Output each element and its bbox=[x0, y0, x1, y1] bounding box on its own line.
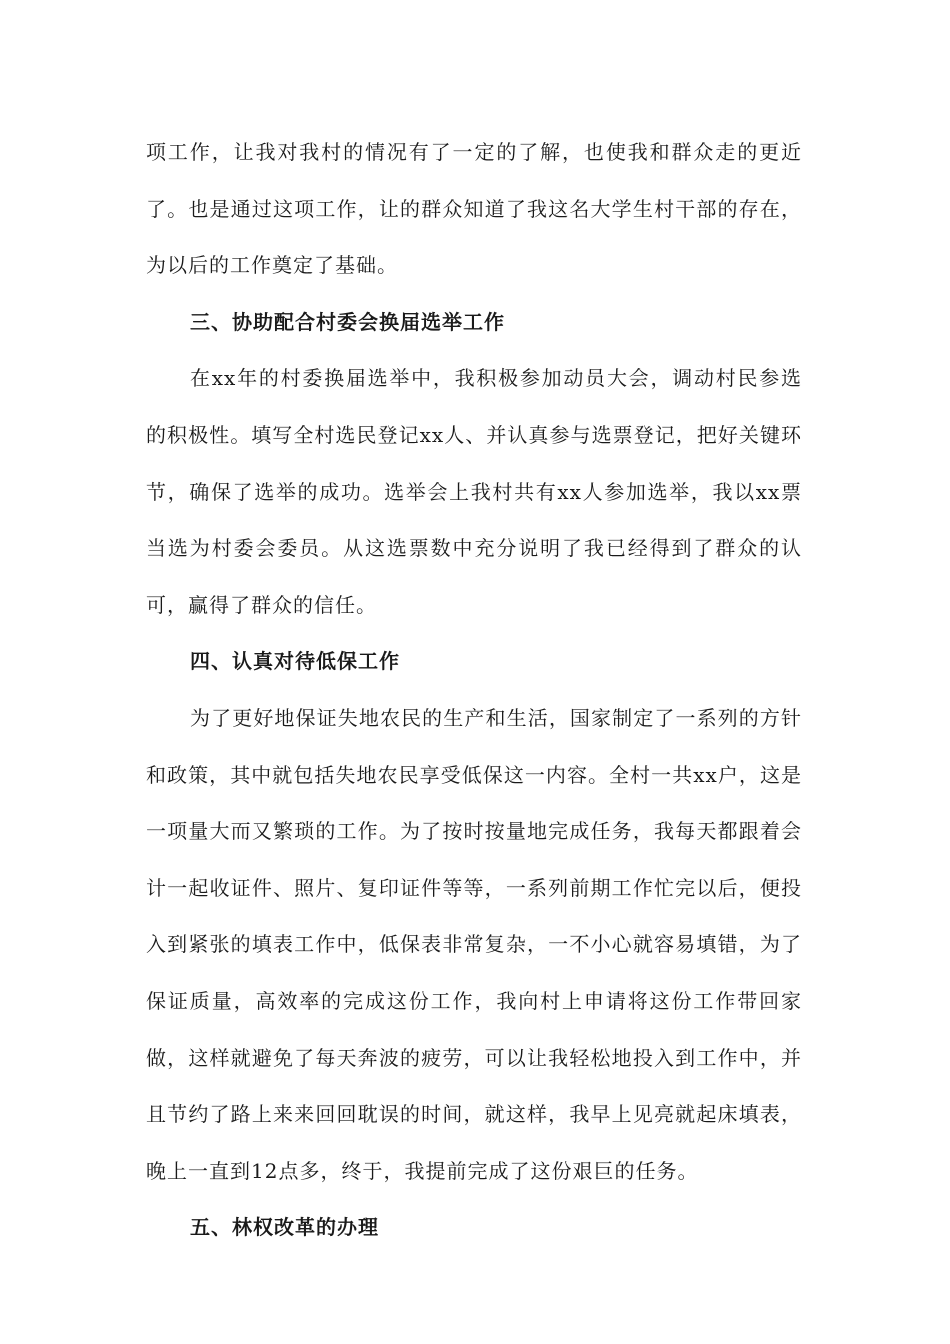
section-heading-4: 四、认真对待低保工作 bbox=[190, 649, 400, 674]
section-heading-5: 五、林权改革的办理 bbox=[190, 1215, 379, 1240]
document-body bbox=[146, 124, 802, 1256]
section-heading-3: 三、协助配合村委会换届选举工作 bbox=[190, 309, 505, 334]
paragraph-election: 在xx年的村委换届选举中，我积极参加动员大会，调动村民参选的积极性。填写全村选民登记xx人、并认真参与选票登记，把好关键环节，确保了选举的成功。选举会上我村共有xx人参加选举，我以xx票当选为村委会委员。从这选票数中充分说明了我已经得到了群众的认可，赢得了群众的信任。 bbox=[146, 366, 802, 617]
paragraph-continuation: 项工作，让我对我村的情况有了一定的了解，也使我和群众走的更近了。也是通过这项工作，让的群众知道了我这名大学生村干部的存在，为以后的工作奠定了基础。 bbox=[146, 140, 802, 278]
paragraph-low-income-security: 为了更好地保证失地农民的生产和生活，国家制定了一系列的方针和政策，其中就包括失地农民享受低保这一内容。全村一共xx户，这是一项量大而又繁琐的工作。为了按时按量地完成任务，我每天都跟着会计一起收证件、照片、复印证件等等，一系列前期工作忙完以后，便投入到紧张的填表工作中，低保表非常复杂，一不小心就容易填错，为了保证质量，高效率的完成这份工作，我向村上申请将这份工作带回家做，这样就避免了每天奔波的疲劳，可以让我轻松地投入到工作中，并且节约了路上来来回回耽误的时间，就这样，我早上见亮就起床填表，晚上一直到12点多，终于，我提前完成了这份艰巨的任务。 bbox=[146, 705, 802, 1183]
